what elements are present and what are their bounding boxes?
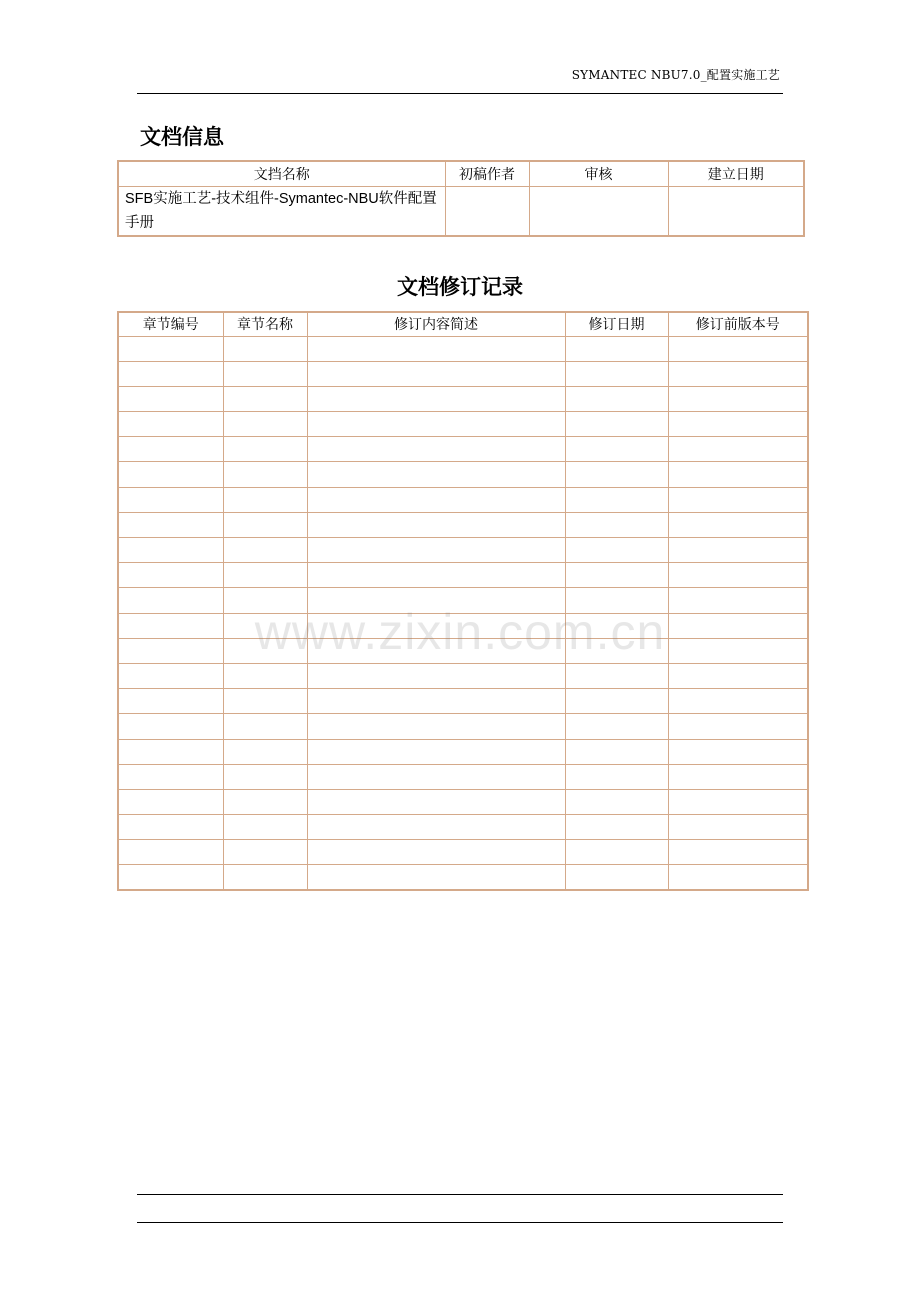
col-header-summary: 修订内容简述: [307, 312, 565, 336]
summary-cell: [307, 840, 565, 865]
summary-cell: [307, 764, 565, 789]
table-row: [118, 563, 808, 588]
col-header-date: 建立日期: [668, 161, 804, 186]
section-no-cell: [118, 563, 223, 588]
table-row: [118, 689, 808, 714]
revision-date-cell: [565, 361, 668, 386]
prev-version-cell: [668, 689, 808, 714]
summary-cell: [307, 789, 565, 814]
table-row: [118, 638, 808, 663]
summary-cell: [307, 865, 565, 890]
section-name-cell: [223, 386, 307, 411]
section-name-cell: [223, 764, 307, 789]
summary-cell: [307, 336, 565, 361]
section-no-cell: [118, 739, 223, 764]
section-name-cell: [223, 512, 307, 537]
revision-date-cell: [565, 840, 668, 865]
date-cell: [668, 186, 804, 236]
section-no-cell: [118, 764, 223, 789]
prev-version-cell: [668, 865, 808, 890]
section-name-cell: [223, 588, 307, 613]
summary-cell: [307, 563, 565, 588]
table-row: [118, 789, 808, 814]
doc-name-cell: SFB实施工艺-技术组件-Symantec-NBU软件配置手册: [118, 186, 445, 236]
revision-date-cell: [565, 412, 668, 437]
revision-date-cell: [565, 815, 668, 840]
section-no-cell: [118, 462, 223, 487]
section-no-cell: [118, 613, 223, 638]
section-name-cell: [223, 538, 307, 563]
prev-version-cell: [668, 638, 808, 663]
section-no-cell: [118, 487, 223, 512]
revision-date-cell: [565, 563, 668, 588]
prev-version-cell: [668, 613, 808, 638]
summary-cell: [307, 739, 565, 764]
col-header-section-no: 章节编号: [118, 312, 223, 336]
revision-date-cell: [565, 437, 668, 462]
watermark: www.zixin.com.cn: [254, 604, 666, 660]
revision-date-cell: [565, 588, 668, 613]
col-header-doc-name: 文挡名称: [118, 161, 445, 186]
section-name-cell: [223, 563, 307, 588]
table-row: [118, 336, 808, 361]
section-no-cell: [118, 512, 223, 537]
footer-rule-top: [137, 1194, 783, 1195]
col-header-reviewer: 审核: [529, 161, 668, 186]
table-row: [118, 663, 808, 688]
revision-date-cell: [565, 865, 668, 890]
doc-info-title: 文档信息: [140, 125, 224, 149]
prev-version-cell: [668, 739, 808, 764]
section-name-cell: [223, 336, 307, 361]
section-no-cell: [118, 865, 223, 890]
col-header-section-name: 章节名称: [223, 312, 307, 336]
prev-version-cell: [668, 789, 808, 814]
section-no-cell: [118, 437, 223, 462]
revision-table: [117, 311, 809, 891]
section-name-cell: [223, 739, 307, 764]
section-no-cell: [118, 815, 223, 840]
section-name-cell: [223, 437, 307, 462]
table-row: [118, 538, 808, 563]
summary-cell: [307, 613, 565, 638]
summary-cell: [307, 663, 565, 688]
section-no-cell: [118, 789, 223, 814]
table-header-row: [118, 312, 808, 336]
revision-date-cell: [565, 487, 668, 512]
author-cell: [445, 186, 529, 236]
table-row: [118, 815, 808, 840]
table-row: [118, 437, 808, 462]
section-no-cell: [118, 588, 223, 613]
revision-title: 文档修订记录: [397, 275, 523, 299]
revision-date-cell: [565, 386, 668, 411]
col-header-prev-version: 修订前版本号: [668, 312, 808, 336]
col-header-revision-date: 修订日期: [565, 312, 668, 336]
summary-cell: [307, 437, 565, 462]
summary-cell: [307, 538, 565, 563]
section-no-cell: [118, 386, 223, 411]
summary-cell: [307, 361, 565, 386]
table-row: [118, 412, 808, 437]
table-row: [118, 714, 808, 739]
revision-date-cell: [565, 689, 668, 714]
summary-cell: [307, 386, 565, 411]
section-name-cell: [223, 815, 307, 840]
section-no-cell: [118, 538, 223, 563]
prev-version-cell: [668, 386, 808, 411]
table-row: [118, 613, 808, 638]
header-rule: [137, 93, 783, 94]
table-row: [118, 865, 808, 890]
revision-date-cell: [565, 538, 668, 563]
table-row: [118, 487, 808, 512]
prev-version-cell: [668, 840, 808, 865]
revision-date-cell: [565, 789, 668, 814]
summary-cell: [307, 412, 565, 437]
revision-date-cell: [565, 739, 668, 764]
section-no-cell: [118, 361, 223, 386]
section-no-cell: [118, 412, 223, 437]
section-no-cell: [118, 336, 223, 361]
section-name-cell: [223, 865, 307, 890]
section-name-cell: [223, 487, 307, 512]
table-row: [118, 588, 808, 613]
table-row: [118, 840, 808, 865]
summary-cell: [307, 638, 565, 663]
revision-date-cell: [565, 462, 668, 487]
prev-version-cell: [668, 538, 808, 563]
section-name-cell: [223, 689, 307, 714]
revision-date-cell: [565, 663, 668, 688]
table-row: [118, 386, 808, 411]
summary-cell: [307, 689, 565, 714]
prev-version-cell: [668, 512, 808, 537]
footer-rule-bottom: [137, 1222, 783, 1223]
summary-cell: [307, 714, 565, 739]
section-no-cell: [118, 714, 223, 739]
summary-cell: [307, 487, 565, 512]
revision-date-cell: [565, 764, 668, 789]
section-name-cell: [223, 361, 307, 386]
revision-date-cell: [565, 613, 668, 638]
section-name-cell: [223, 714, 307, 739]
section-no-cell: [118, 840, 223, 865]
section-name-cell: [223, 613, 307, 638]
section-no-cell: [118, 638, 223, 663]
prev-version-cell: [668, 336, 808, 361]
section-name-cell: [223, 412, 307, 437]
table-row: [118, 739, 808, 764]
prev-version-cell: [668, 462, 808, 487]
revision-date-cell: [565, 638, 668, 663]
prev-version-cell: [668, 588, 808, 613]
section-name-cell: [223, 663, 307, 688]
prev-version-cell: [668, 563, 808, 588]
section-name-cell: [223, 789, 307, 814]
section-name-cell: [223, 638, 307, 663]
prev-version-cell: [668, 412, 808, 437]
prev-version-cell: [668, 437, 808, 462]
table-row: [118, 764, 808, 789]
col-header-author: 初稿作者: [445, 161, 529, 186]
revision-date-cell: [565, 714, 668, 739]
table-row: [118, 462, 808, 487]
summary-cell: [307, 462, 565, 487]
section-name-cell: [223, 462, 307, 487]
prev-version-cell: [668, 764, 808, 789]
table-row: [118, 186, 804, 236]
table-row: [118, 512, 808, 537]
page-header-text: SYMANTEC NBU7.0_配置实施工艺: [571, 68, 780, 82]
reviewer-cell: [529, 186, 668, 236]
section-no-cell: [118, 663, 223, 688]
prev-version-cell: [668, 487, 808, 512]
section-name-cell: [223, 840, 307, 865]
revision-date-cell: [565, 336, 668, 361]
revision-date-cell: [565, 512, 668, 537]
section-no-cell: [118, 689, 223, 714]
summary-cell: [307, 815, 565, 840]
prev-version-cell: [668, 361, 808, 386]
prev-version-cell: [668, 714, 808, 739]
summary-cell: [307, 588, 565, 613]
table-row: [118, 361, 808, 386]
prev-version-cell: [668, 815, 808, 840]
doc-info-table: [117, 160, 805, 237]
summary-cell: [307, 512, 565, 537]
prev-version-cell: [668, 663, 808, 688]
table-header-row: [118, 161, 804, 186]
